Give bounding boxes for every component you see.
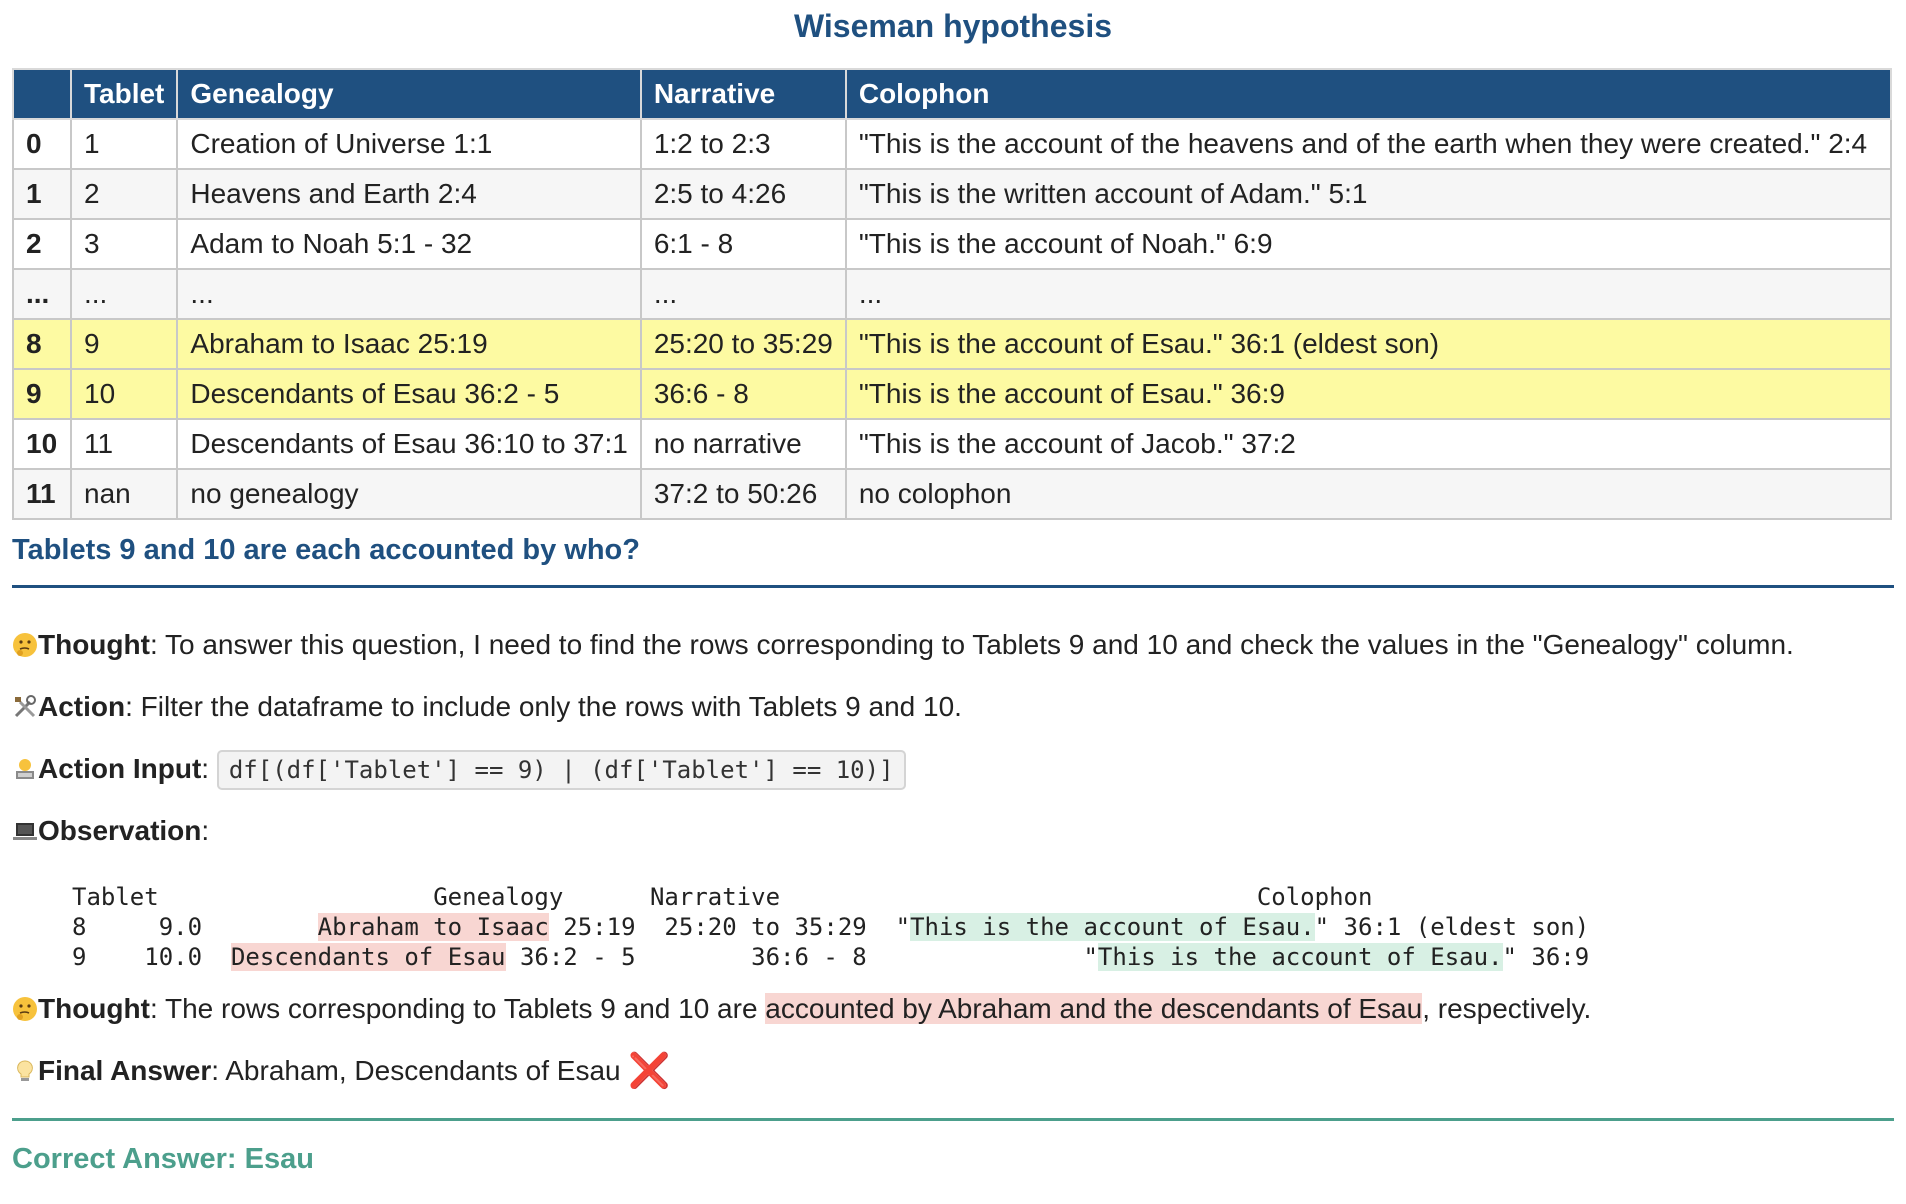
observation-header: Tablet Genealogy Narrative Colophon <box>72 883 1373 911</box>
row-index: 11 <box>13 469 71 519</box>
row-index: 0 <box>13 119 71 169</box>
observation-row-text: 25:19 25:20 to 35:29 " <box>548 913 911 941</box>
cell-narrative: 1:2 to 2:3 <box>641 119 846 169</box>
observation-step <box>12 800 1894 862</box>
cell-tablet: 2 <box>71 169 177 219</box>
question-heading: Tablets 9 and 10 are each accounted by who? <box>12 534 1894 588</box>
observation-colophon-highlight: This is the account of Esau. <box>910 913 1315 941</box>
lightbulb-icon <box>12 1058 38 1084</box>
observation-colophon-highlight: This is the account of Esau. <box>1097 943 1503 971</box>
thought-label: Thought <box>38 993 150 1024</box>
thought-label: Thought <box>38 629 150 660</box>
table-row <box>13 469 1891 519</box>
cell-narrative: no narrative <box>641 419 846 469</box>
final-answer-label: Final Answer <box>38 1055 212 1086</box>
thought-step-2 <box>12 978 1894 1040</box>
table-row <box>13 219 1891 269</box>
cell-colophon: "This is the account of Jacob." 37:2 <box>846 419 1891 469</box>
observation-output <box>12 882 1894 972</box>
table-row-highlighted <box>13 369 1891 419</box>
cell-narrative: 37:2 to 50:26 <box>641 469 846 519</box>
cell-colophon: "This is the account of Esau." 36:9 <box>846 369 1891 419</box>
cell-genealogy: no genealogy <box>177 469 640 519</box>
column-header-genealogy: Genealogy <box>177 69 640 119</box>
thought-text: : The rows corresponding to Tablets 9 and 10 are <box>149 993 766 1024</box>
thought-text-end: , respectively. <box>1422 993 1592 1024</box>
observation-row-text: 36:2 - 5 36:6 - 8 " <box>505 943 1098 971</box>
action-step <box>12 676 1894 738</box>
action-input-separator: : <box>201 753 210 784</box>
observation-separator: : <box>201 815 210 846</box>
action-input-code: df[(df['Tablet'] == 9) | (df['Tablet'] == 10)] <box>217 750 906 790</box>
row-index: 1 <box>13 169 71 219</box>
correct-answer: Correct Answer: Esau <box>12 1118 1894 1176</box>
observation-row-tablet: 10.0 <box>86 943 231 971</box>
thinking-face-icon <box>12 996 38 1022</box>
cell-narrative: 6:1 - 8 <box>641 219 846 269</box>
observation-genealogy-highlight: Abraham to Isaac <box>317 913 549 941</box>
cell-narrative: 36:6 - 8 <box>641 369 846 419</box>
cell-narrative: 2:5 to 4:26 <box>641 169 846 219</box>
action-input-step <box>12 738 1894 800</box>
cell-genealogy: ... <box>177 269 640 319</box>
cell-genealogy: Adam to Noah 5:1 - 32 <box>177 219 640 269</box>
row-index: 2 <box>13 219 71 269</box>
cell-tablet: 11 <box>71 419 177 469</box>
cell-genealogy: Descendants of Esau 36:10 to 37:1 <box>177 419 640 469</box>
thought-highlight: accounted by Abraham and the descendants of Esau <box>765 993 1423 1024</box>
observation-row-index: 8 <box>72 913 87 941</box>
cell-narrative: ... <box>641 269 846 319</box>
thought-step-1 <box>12 614 1894 676</box>
observation-row-index: 9 <box>72 943 87 971</box>
final-answer-step <box>12 1040 1894 1102</box>
row-index: ... <box>13 269 71 319</box>
cell-colophon: "This is the written account of Adam." 5:1 <box>846 169 1891 219</box>
table-row-highlighted <box>13 319 1891 369</box>
row-index: 10 <box>13 419 71 469</box>
dataframe-table <box>12 68 1892 520</box>
observation-label: Observation <box>38 815 202 846</box>
table-row <box>13 419 1891 469</box>
tools-icon <box>12 694 38 720</box>
cell-tablet: nan <box>71 469 177 519</box>
cell-colophon: no colophon <box>846 469 1891 519</box>
observation-row-text: " 36:1 (eldest son) <box>1314 913 1590 941</box>
table-row <box>13 119 1891 169</box>
column-header-colophon: Colophon <box>846 69 1891 119</box>
cell-narrative: 25:20 to 35:29 <box>641 319 846 369</box>
page-title: Wiseman hypothesis <box>793 8 1112 44</box>
table-header-row <box>13 69 1891 119</box>
final-answer-text: : Abraham, Descendants of Esau <box>211 1055 629 1086</box>
column-header-narrative: Narrative <box>641 69 846 119</box>
observation-row-text: " 36:9 <box>1502 943 1590 971</box>
cell-genealogy: Creation of Universe 1:1 <box>177 119 640 169</box>
laptop-icon <box>12 818 38 844</box>
cell-colophon: ... <box>846 269 1891 319</box>
column-header-tablet: Tablet <box>71 69 177 119</box>
cell-tablet: 1 <box>71 119 177 169</box>
action-input-label: Action Input <box>38 753 202 784</box>
cell-tablet: 10 <box>71 369 177 419</box>
thinking-face-icon <box>12 632 38 658</box>
technologist-icon <box>12 756 38 782</box>
column-header-index <box>13 69 71 119</box>
observation-genealogy-highlight: Descendants of Esau <box>230 943 506 971</box>
cell-colophon: "This is the account of Esau." 36:1 (eldest son) <box>846 319 1891 369</box>
cell-colophon: "This is the account of the heavens and of the earth when they were created." 2:4 <box>846 119 1891 169</box>
cell-genealogy: Descendants of Esau 36:2 - 5 <box>177 369 640 419</box>
row-index: 8 <box>13 319 71 369</box>
cell-genealogy: Abraham to Isaac 25:19 <box>177 319 640 369</box>
cell-colophon: "This is the account of Noah." 6:9 <box>846 219 1891 269</box>
cell-tablet: 3 <box>71 219 177 269</box>
table-row <box>13 169 1891 219</box>
cell-tablet: ... <box>71 269 177 319</box>
observation-row-tablet: 9.0 <box>86 913 318 941</box>
cell-tablet: 9 <box>71 319 177 369</box>
cell-genealogy: Heavens and Earth 2:4 <box>177 169 640 219</box>
row-index: 9 <box>13 369 71 419</box>
action-text: : Filter the dataframe to include only the rows with Tablets 9 and 10. <box>125 691 962 722</box>
thought-text: : To answer this question, I need to find the rows corresponding to Tablets 9 and 10 and check the values in the "Genealogy" column. <box>149 629 1794 660</box>
table-row <box>13 269 1891 319</box>
action-label: Action <box>38 691 126 722</box>
cross-mark-icon: ❌ <box>628 1052 671 1090</box>
